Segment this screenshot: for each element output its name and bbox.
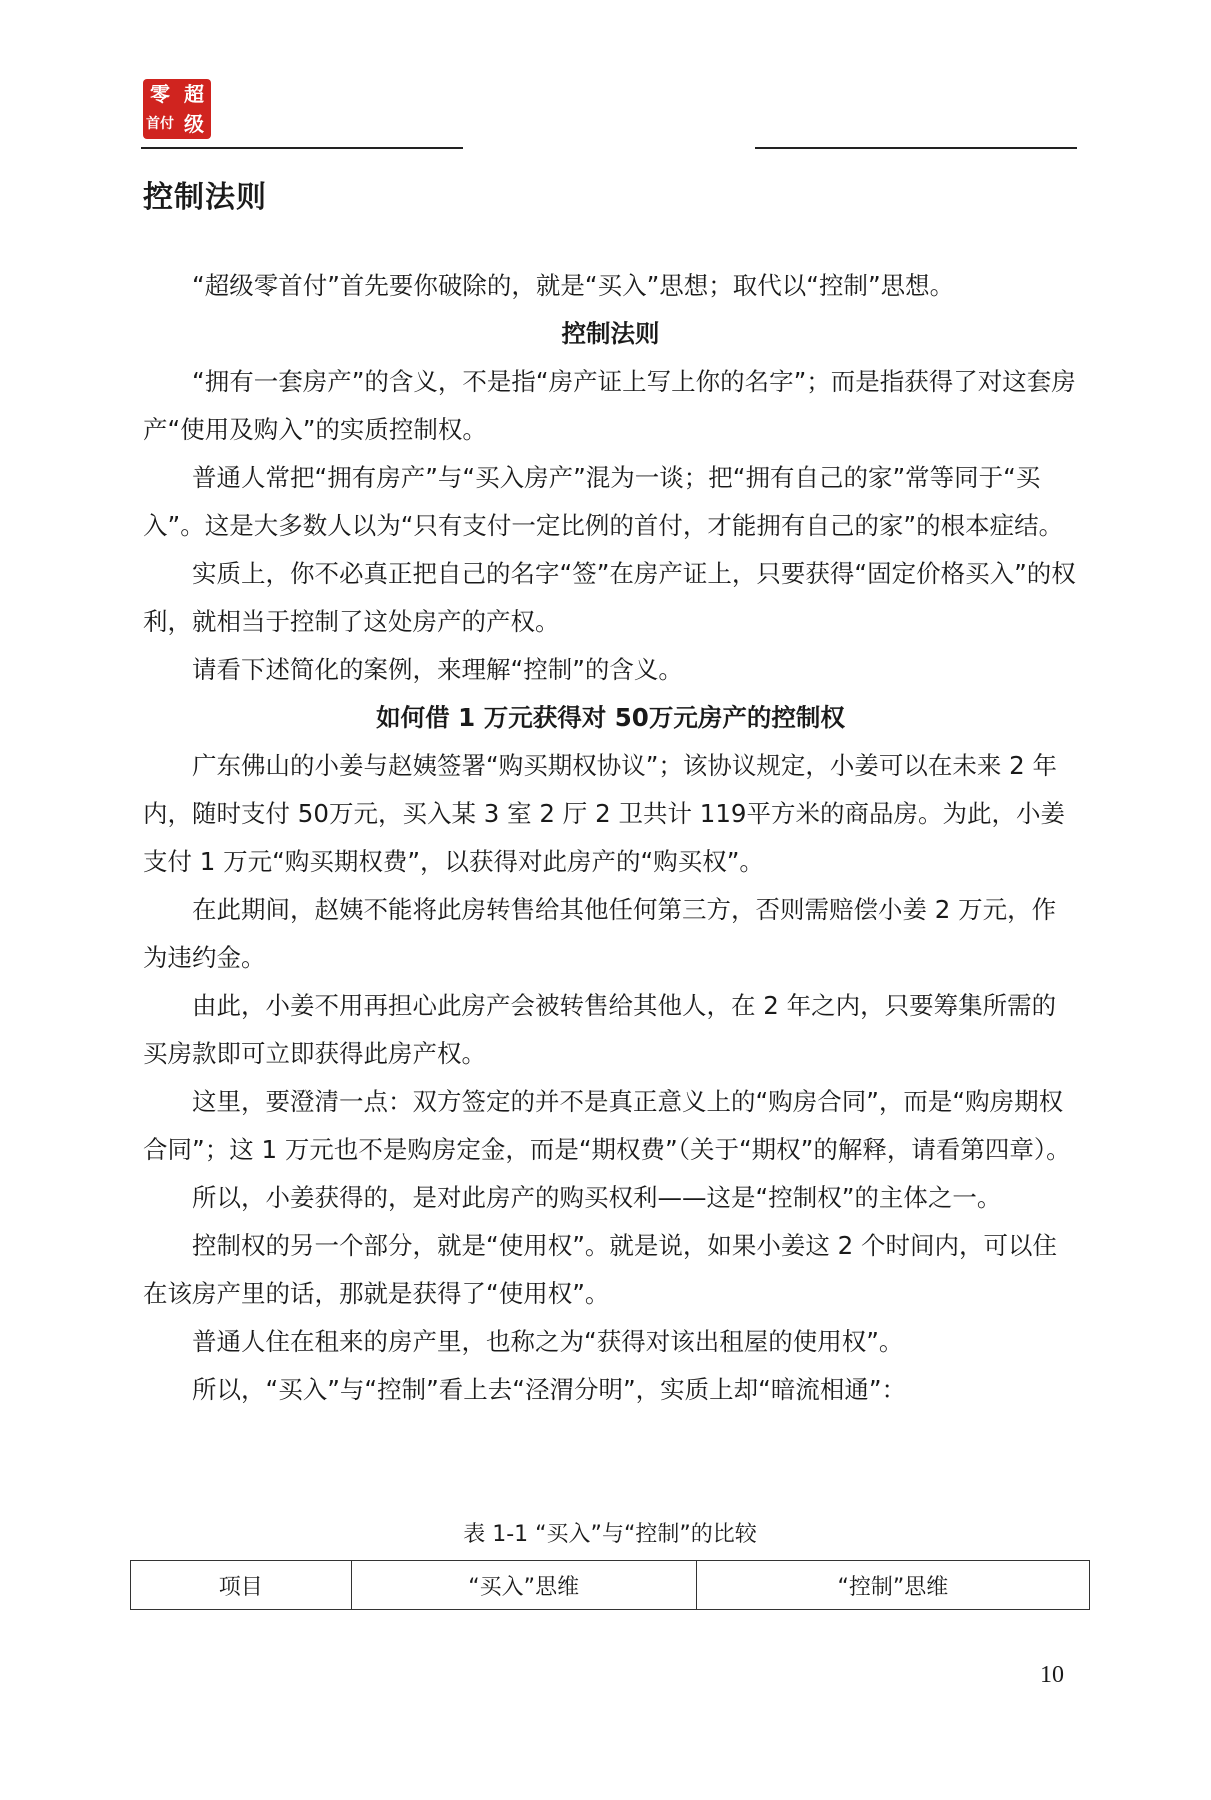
table-header-buy: “买入”思维 <box>351 1561 696 1610</box>
paragraph: “拥有一套房产”的含义，不是指“房产证上写上你的名字”；而是指获得了对这套房产“使用及购入”的实质控制权。 <box>143 367 1076 444</box>
logo-char-3: 首付 <box>146 116 174 132</box>
paragraph: 普通人常把“拥有房产”与“买入房产”混为一谈；把“拥有自己的家”常等同于“买入”。这是大多数人以为“只有支付一定比例的首付，才能拥有自己的家”的根本症结。 <box>143 463 1064 540</box>
paragraph: 控制权的另一个部分，就是“使用权”。就是说，如果小姜这 2 个时间内，可以住在该房产里的话，那就是获得了“使用权”。 <box>143 1231 1058 1308</box>
page-number: 10 <box>1040 1662 1064 1688</box>
paragraph: 请看下述简化的案例，来理解“控制”的含义。 <box>192 655 683 684</box>
logo-char-1: 零 <box>150 82 170 106</box>
paragraph: 广东佛山的小姜与赵姨签署“购买期权协议”；该协议规定，小姜可以在未来 2 年内，随时支付 50万元，买入某 3 室 2 厅 2 卫共计 119平方米的商品房。为此，小姜支付 1 万元“购买期权费”，以获得对此房产的“购买权”。 <box>143 751 1066 876</box>
logo-char-2: 超 <box>184 82 204 106</box>
table-header-item: 项目 <box>131 1561 352 1610</box>
body-text <box>143 262 1078 1414</box>
paragraph: 所以，小姜获得的，是对此房产的购买权利——这是“控制权”的主体之一。 <box>192 1183 1002 1212</box>
header-rule-left <box>141 147 463 149</box>
header-rule-right <box>755 147 1077 149</box>
table-header-row <box>131 1561 1090 1610</box>
paragraph: 由此，小姜不用再担心此房产会被转售给其他人，在 2 年之内，只要筹集所需的买房款即可立即获得此房产权。 <box>143 991 1057 1068</box>
table-header-control: “控制”思维 <box>696 1561 1089 1610</box>
publisher-logo <box>143 79 211 139</box>
section-title: 控制法则 <box>143 180 267 215</box>
comparison-table <box>130 1560 1090 1610</box>
paragraph: 所以，“买入”与“控制”看上去“泾渭分明”，实质上却“暗流相通”： <box>192 1375 907 1404</box>
subheading: 控制法则 <box>561 319 660 348</box>
table-caption: 表 1-1 “买入”与“控制”的比较 <box>463 1522 757 1547</box>
paragraph: 实质上，你不必真正把自己的名字“签”在房产证上，只要获得“固定价格买入”的权利，就相当于控制了这处房产的产权。 <box>143 559 1076 636</box>
paragraph: 普通人住在租来的房产里，也称之为“获得对该出租屋的使用权”。 <box>192 1327 904 1356</box>
paragraph: 这里，要澄清一点：双方签定的并不是真正意义上的“购房合同”，而是“购房期权合同”；这 1 万元也不是购房定金，而是“期权费”（关于“期权”的解释，请看第四章）。 <box>143 1087 1071 1164</box>
logo-char-4: 级 <box>184 112 204 136</box>
paragraph: “超级零首付”首先要你破除的，就是“买入”思想；取代以“控制”思想。 <box>192 271 955 300</box>
case-heading: 如何借 1 万元获得对 50万元房产的控制权 <box>376 703 845 732</box>
paragraph: 在此期间，赵姨不能将此房转售给其他任何第三方，否则需赔偿小姜 2 万元，作为违约金。 <box>143 895 1057 972</box>
